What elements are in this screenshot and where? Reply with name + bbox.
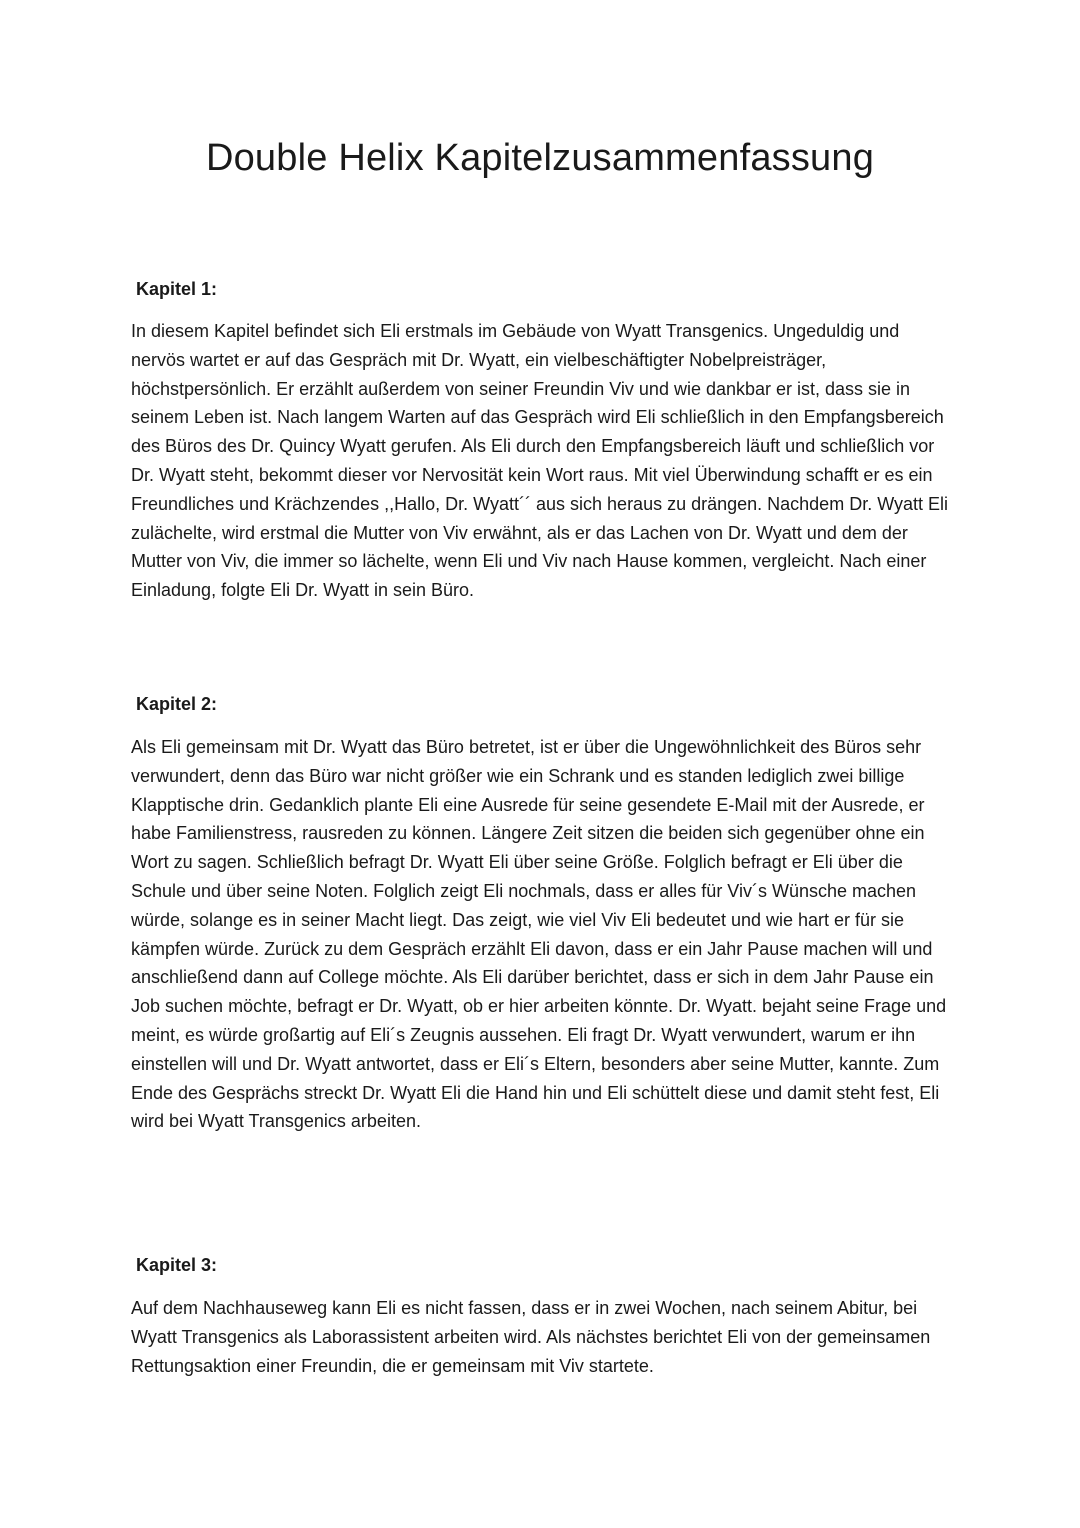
- document-title: Double Helix Kapitelzusammenfassung: [205, 137, 875, 179]
- chapter-2-paragraph: Als Eli gemeinsam mit Dr. Wyatt das Büro betretet, ist er über die Ungewöhnlichkeit des Büros sehr verwundert, denn das Büro war nicht größer wie ein Schrank und es standen lediglich zwei billige Klapptische drin. Gedanklich plante Eli eine Ausrede für seine gesendete E-Mail mit der Ausrede, er habe Familienstress, rausreden zu können. Längere Zeit sitzen die beiden sich gegenüber ohne ein Wort zu sagen. Schließlich befragt Dr. Wyatt Eli über seine Größe. Folglich befragt er Eli über die Schule und über seine Noten. Folglich zeigt Eli nochmals, dass er alles für Viv´s Wünsche machen würde, solange es in seiner Macht liegt. Das zeigt, wie viel Viv Eli bedeutet und wie hart er für sie kämpfen würde. Zurück zu dem Gespräch erzählt Eli davon, dass er ein Jahr Pause machen will und anschließend dann auf College möchte. Als Eli darüber berichtet, dass er sich in dem Jahr Pause ein Job suchen möchte, befragt er Dr. Wyatt, ob er hier arbeiten könnte. Dr. Wyatt. bejaht seine Frage und meint, es würde großartig auf Eli´s Zeugnis aussehen. Eli fragt Dr. Wyatt verwundert, warum er ihn einstellen will und Dr. Wyatt antwortet, dass er Eli´s Eltern, besonders aber seine Mutter, kannte. Zum Ende des Gesprächs streckt Dr. Wyatt Eli die Hand hin und Eli schüttelt diese und damit steht fest, Eli wird bei Wyatt Transgenics arbeiten.: [131, 737, 947, 1132]
- chapter-1-heading: Kapitel 1:: [136, 279, 218, 299]
- chapter-1-paragraph: In diesem Kapitel befindet sich Eli erstmals im Gebäude von Wyatt Transgenics. Ungeduldig und nervös wartet er auf das Gespräch mit Dr. Wyatt, ein vielbeschäftigter Nobelpreisträger, höchstpersönlich. Er erzählt außerdem von seiner Freundin Viv und wie dankbar er ist, dass sie in seinem Leben ist. Nach langem Warten auf das Gespräch wird Eli schließlich in den Empfangsbereich des Büros des Dr. Quincy Wyatt gerufen. Als Eli durch den Empfangsbereich läuft und schließlich vor Dr. Wyatt steht, bekommt dieser vor Nervosität kein Wort raus. Mit viel Überwindung schafft er es ein Freundliches und Krächzendes ,,Hallo, Dr. Wyatt´´ aus sich heraus zu drängen. Nachdem Dr. Wyatt Eli zulächelte, wird erstmal die Mutter von Viv erwähnt, als er das Lachen von Dr. Wyatt und dem der Mutter von Viv, die immer so lächelte, wenn Eli und Viv nach Hause kommen, vergleicht. Nach einer Einladung, folgte Eli Dr. Wyatt in sein Büro.: [131, 321, 949, 601]
- chapter-3-paragraph: Auf dem Nachhauseweg kann Eli es nicht fassen, dass er in zwei Wochen, nach seinem Abitur, bei Wyatt Transgenics als Laborassistent arbeiten wird. Als nächstes berichtet Eli von der gemeinsamen Rettungsaktion einer Freundin, die er gemeinsam mit Viv startete.: [131, 1298, 931, 1376]
- chapter-2-heading: Kapitel 2:: [136, 694, 218, 714]
- chapter-3-heading: Kapitel 3:: [136, 1255, 218, 1275]
